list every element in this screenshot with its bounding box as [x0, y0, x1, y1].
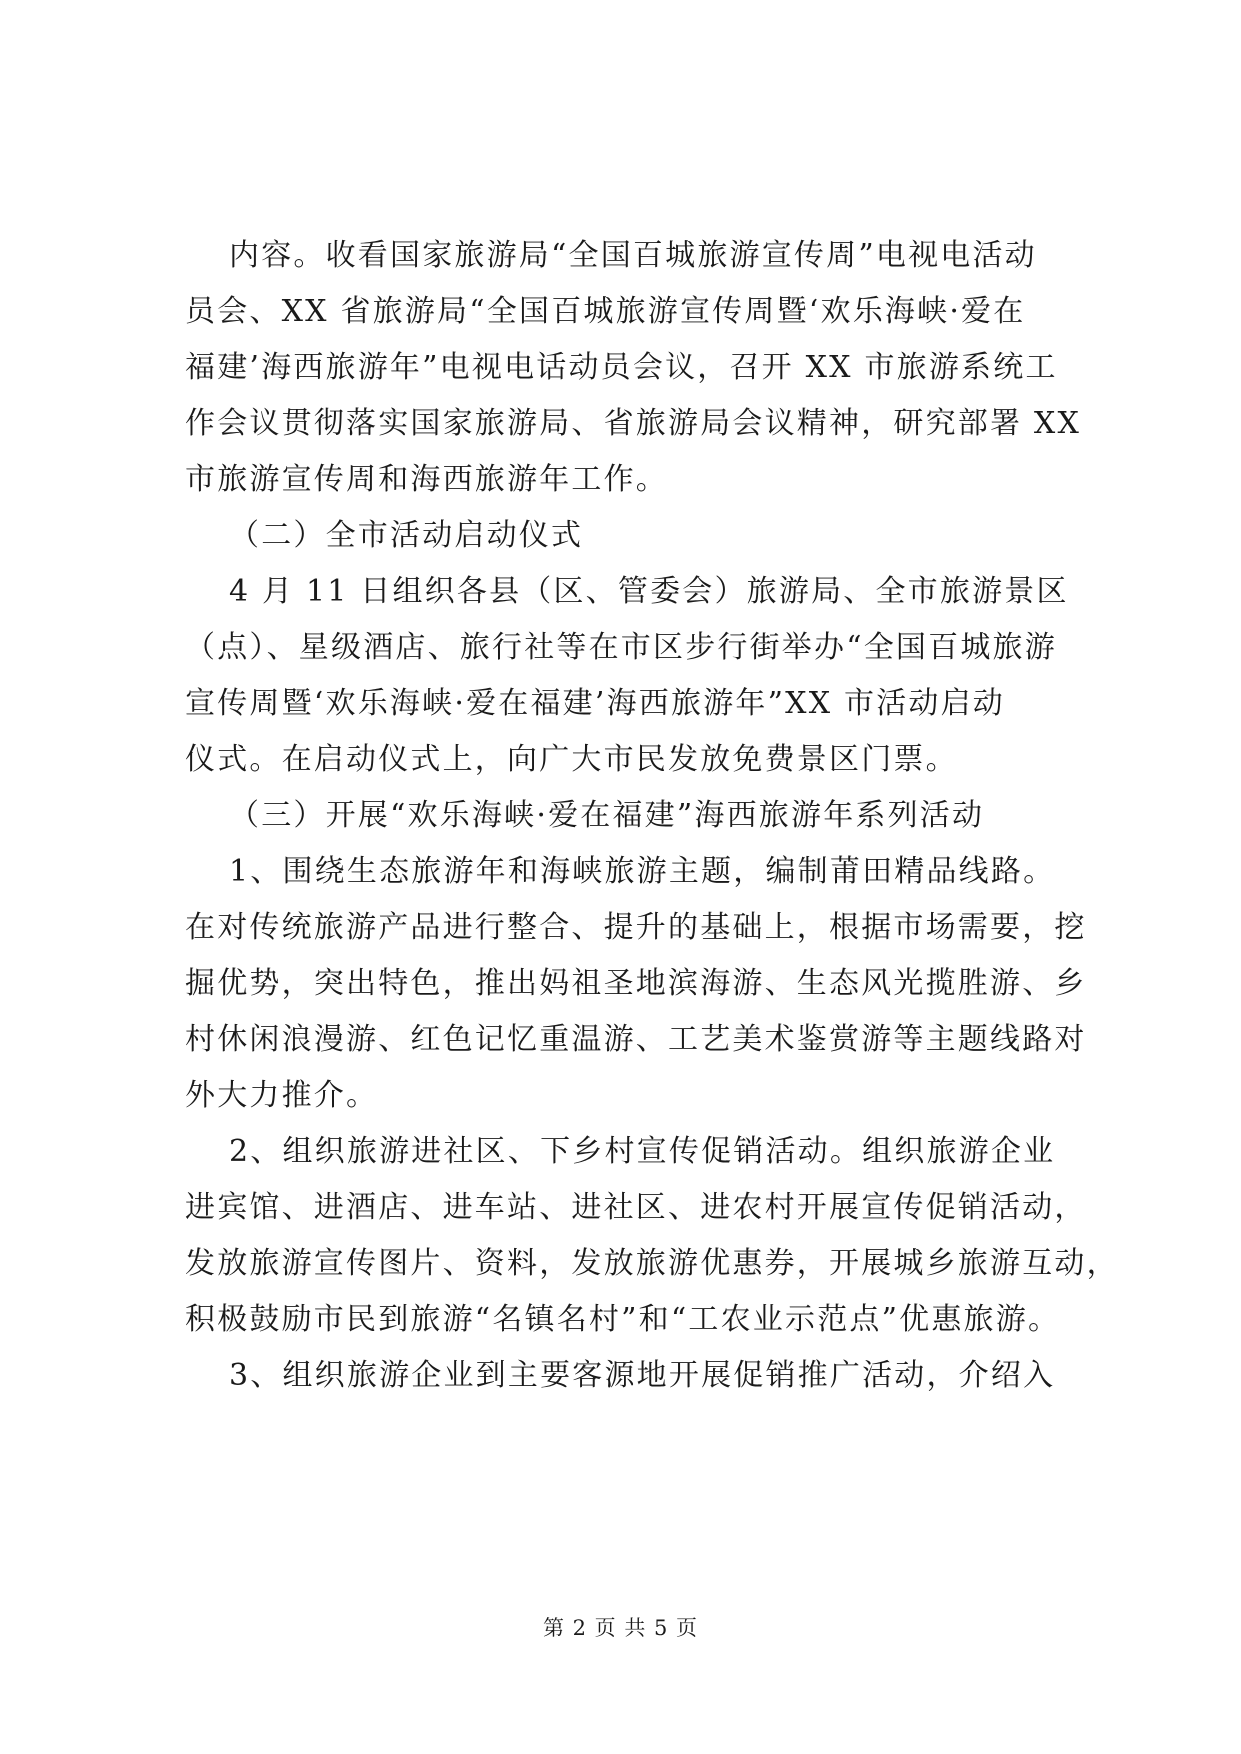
paragraph-line: 进宾馆、进酒店、进车站、进社区、进农村开展宣传促销活动， — [185, 1190, 1087, 1225]
paragraph-line: 宣传周暨‘欢乐海峡·爱在福建’海西旅游年”XX 市活动启动 — [185, 686, 1005, 721]
paragraph-line: 村休闲浪漫游、红色记忆重温游、工艺美术鉴赏游等主题线路对 — [185, 1022, 1087, 1057]
paragraph-line: 福建’海西旅游年”电视电话动员会议，召开 XX 市旅游系统工 — [185, 350, 1058, 385]
paragraph-line: 市旅游宣传周和海西旅游年工作。 — [185, 462, 668, 497]
paragraph-line: 员会、XX 省旅游局“全国百城旅游宣传周暨‘欢乐海峡·爱在 — [185, 294, 1026, 329]
paragraph-line: 1、围绕生态旅游年和海峡旅游主题，编制莆田精品线路。 — [229, 854, 1056, 889]
document-body — [185, 228, 1119, 1404]
paragraph-line: （点）、星级酒店、旅行社等在市区步行街举办“全国百城旅游 — [185, 630, 1057, 665]
page-number-footer: 第 2 页 共 5 页 — [542, 1616, 699, 1640]
section-heading: （三）开展“欢乐海峡·爱在福建”海西旅游年系列活动 — [229, 798, 985, 833]
paragraph-line: 3、组织旅游企业到主要客源地开展促销推广活动，介绍入 — [229, 1358, 1056, 1393]
paragraph-line: 内容。收看国家旅游局“全国百城旅游宣传周”电视电活动 — [229, 238, 1037, 273]
paragraph-line: 外大力推介。 — [185, 1078, 379, 1113]
paragraph-line: 在对传统旅游产品进行整合、提升的基础上，根据市场需要，挖 — [185, 910, 1087, 945]
paragraph-line: 4 月 11 日组织各县（区、管委会）旅游局、全市旅游景区 — [229, 574, 1069, 609]
paragraph-line: 掘优势，突出特色，推出妈祖圣地滨海游、生态风光揽胜游、乡 — [185, 966, 1087, 1001]
section-heading: （二）全市活动启动仪式 — [229, 518, 584, 553]
paragraph-line: 2、组织旅游进社区、下乡村宣传促销活动。组织旅游企业 — [229, 1134, 1056, 1169]
paragraph-line: 仪式。在启动仪式上，向广大市民发放免费景区门票。 — [185, 742, 958, 777]
paragraph-line: 积极鼓励市民到旅游“名镇名村”和“工农业示范点”优惠旅游。 — [185, 1302, 1061, 1337]
paragraph-line: 作会议贯彻落实国家旅游局、省旅游局会议精神，研究部署 XX — [185, 406, 1082, 441]
paragraph-line: 发放旅游宣传图片、资料，发放旅游优惠券，开展城乡旅游互动， — [185, 1246, 1119, 1281]
